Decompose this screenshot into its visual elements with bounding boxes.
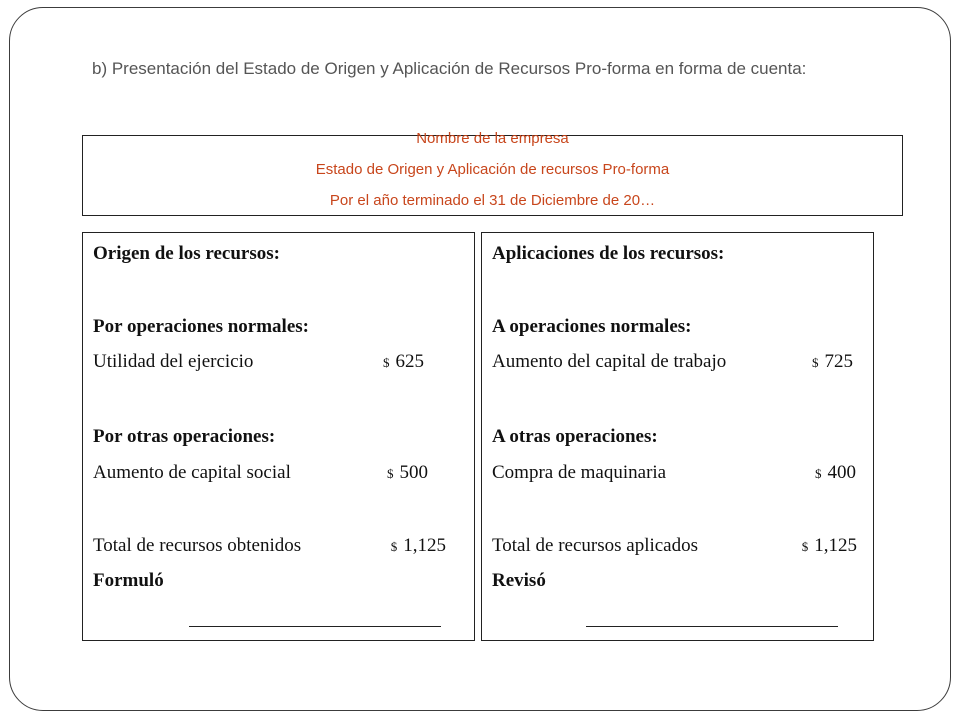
application-normal-ops-heading: A operaciones normales: — [492, 316, 692, 337]
application-item1-label: Aumento del capital de trabajo — [492, 351, 727, 372]
origin-item1-value — [383, 351, 424, 373]
origin-item2-label: Aumento de capital social — [93, 462, 291, 483]
application-item1-amount: 725 — [824, 351, 853, 372]
application-item1-currency: $ — [812, 355, 819, 370]
application-item1-value — [812, 351, 853, 373]
statement-period: Por el año terminado el 31 de Diciembre de 20… — [329, 192, 656, 209]
intro-text: b) Presentación del Estado de Origen y Aplicación de Recursos Pro-forma en forma de cuenta: — [92, 59, 807, 78]
origin-item1-amount: 625 — [395, 351, 424, 372]
statement-title: Estado de Origen y Aplicación de recursos Pro-forma — [315, 161, 670, 178]
application-signature-line — [586, 626, 838, 627]
origin-signature-line — [189, 626, 441, 627]
origin-normal-ops-heading: Por operaciones normales: — [93, 316, 309, 337]
origin-item2-value — [387, 462, 428, 484]
statement-header — [82, 130, 903, 216]
application-total-label: Total de recursos aplicados — [492, 535, 699, 556]
application-item2-currency: $ — [815, 466, 822, 481]
application-column — [481, 232, 874, 641]
origin-total-amount: 1,125 — [403, 535, 446, 556]
origin-total-currency: $ — [390, 539, 398, 554]
origin-total-label: Total de recursos obtenidos — [93, 535, 302, 556]
application-total-currency: $ — [801, 539, 809, 554]
application-title: Aplicaciones de los recursos: — [492, 243, 725, 264]
origin-item2-currency: $ — [387, 466, 394, 481]
origin-title: Origen de los recursos: — [93, 243, 280, 264]
application-total-value — [802, 535, 857, 557]
origin-item2-amount: 500 — [399, 462, 428, 483]
origin-item1-label: Utilidad del ejercicio — [93, 351, 254, 372]
origin-other-ops-heading: Por otras operaciones: — [93, 426, 276, 447]
application-item2-label: Compra de maquinaria — [492, 462, 667, 483]
application-other-ops-heading: A otras operaciones: — [492, 426, 658, 447]
company-name: Nombre de la empresa — [416, 130, 569, 147]
application-item2-value — [815, 462, 856, 484]
application-item2-amount: 400 — [827, 462, 856, 483]
origin-item1-currency: $ — [383, 355, 390, 370]
application-total-amount: 1,125 — [814, 535, 857, 556]
origin-column — [82, 232, 475, 641]
origin-total-value — [391, 535, 446, 557]
origin-signature-label: Formuló — [93, 570, 164, 591]
application-signature-label: Revisó — [492, 570, 546, 591]
